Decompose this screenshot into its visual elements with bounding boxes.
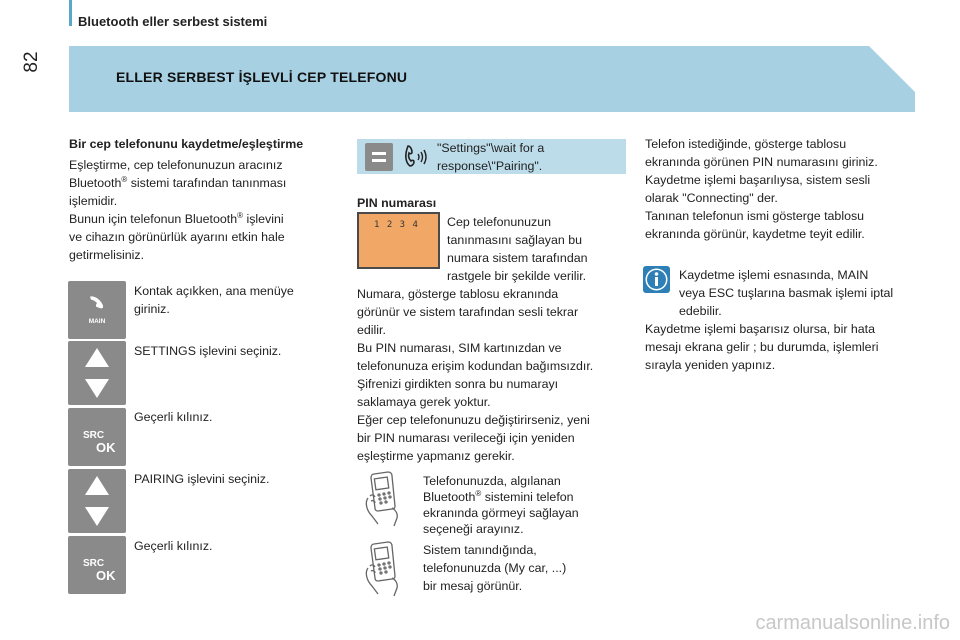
src-ok-button-icon [68,536,126,594]
phone-signal-icon [403,142,429,170]
intro-line-5: ve cihazın görünürlük ayarını etkin hale [69,230,285,244]
header-rule [69,0,72,26]
svg-text:OK: OK [96,440,116,455]
page-number: 82 [21,51,42,73]
pin-screen-text: 1 2 3 4 [374,220,419,230]
pin-line-11: saklamaya gerek yoktur. [357,395,491,409]
up-down-arrows-icon [68,469,126,533]
phone1-line-4: seçeneği arayınız. [423,522,524,536]
pin-line-9: telefonunuza erişim kodundan bağımsızdır. [357,359,594,373]
watermark-text: carmanualsonline.info [755,612,950,634]
pin-line-13: bir PIN numarası verileceği için yeniden [357,431,575,445]
banner-title: ELLER SERBEST İŞLEVLİ CEP TELEFONU [116,69,408,85]
mobile-phone-icon [360,468,406,528]
svg-text:MAIN: MAIN [88,318,106,325]
intro-line-3: işlemidir. [69,194,118,208]
intro-line-4: Bunun için telefonun Bluetooth® işlevini [69,210,284,226]
col3-line-5: Tanınan telefonun ismi gösterge tablosu [645,209,865,223]
phone1-line-3: ekranında görmeyi sağlayan [423,506,579,520]
pin-heading: PIN numarası [357,196,437,210]
col3-line-4: olarak "Connecting" der. [645,191,778,205]
up-down-arrows-icon [68,341,126,405]
phone2-line-2: telefonunuzda (My car, ...) [423,561,567,575]
info-line-1: Kaydetme işlemi esnasında, MAIN [679,268,869,282]
svg-text:SRC: SRC [83,430,105,441]
step1-line-2: giriniz. [134,302,170,316]
main-phone-button-icon [68,281,126,339]
step1-line-1: Kontak açıkken, ana menüye [134,284,294,298]
pin-line-14: eşleştirme yapmanız gerekir. [357,449,515,463]
pin-line-6: görünür ve sistem tarafından sesli tekrar [357,305,579,319]
info-icon [643,266,670,293]
pin-line-3: numara sistem tarafından [447,251,588,265]
phone2-line-1: Sistem tanındığında, [423,543,537,557]
step2-line-1: SETTINGS işlevini seçiniz. [134,344,282,358]
pin-line-12: Eğer cep telefonunuzu değiştirirseniz, yeni [357,413,590,427]
col3-after-line-2: mesajı ekrana gelir ; bu durumda, işlemleri [645,340,879,354]
svg-text:SRC: SRC [83,558,105,569]
step5-line-1: Geçerli kılınız. [134,539,213,553]
col3-line-6: ekranında görünür, kaydetme teyit edilir. [645,227,865,241]
intro-line-2: Bluetooth® sistemi tarafından tanınması [69,174,287,190]
phone2-line-3: bir mesaj görünür. [423,579,523,593]
col3-after-line-1: Kaydetme işlemi başarısız olursa, bir hata [645,322,876,336]
svg-text:OK: OK [96,568,116,583]
intro-line-6: getirmelisiniz. [69,248,145,262]
col3-after-line-3: sırayla yeniden yapınız. [645,358,776,372]
settings-line-1: "Settings"\wait for a [437,141,545,155]
step4-line-1: PAIRING işlevini seçiniz. [134,472,270,486]
pin-line-1: Cep telefonunuzun [447,215,552,229]
col3-line-3: Kaydetme işlemi başarılıysa, sistem sesli [645,173,871,187]
pin-line-8: Bu PIN numarası, SIM kartınızdan ve [357,341,562,355]
pin-line-7: edilir. [357,323,386,337]
intro-line-1: Eşleştirme, cep telefonunuzun aracınız [69,158,283,172]
mobile-phone-icon [360,538,406,598]
info-line-3: edebilir. [679,304,722,318]
step3-line-1: Geçerli kılınız. [134,410,213,424]
phone1-line-1: Telefonunuzda, algılanan [423,474,561,488]
src-ok-button-icon [68,408,126,466]
pin-line-4: rastgele bir şekilde verilir. [447,269,587,283]
col3-line-1: Telefon istediğinde, gösterge tablosu [645,137,847,151]
pin-line-10: Şifrenizi girdikten sonra bu numarayı [357,377,559,391]
info-line-2: veya ESC tuşlarına basmak işlemi iptal [679,286,894,300]
settings-line-2: response\"Pairing". [437,159,543,173]
pairing-heading: Bir cep telefonunu kaydetme/eşleştirme [69,137,304,151]
settings-key-icon [365,143,393,171]
pin-line-5: Numara, gösterge tablosu ekranında [357,287,559,301]
phone1-line-2: Bluetooth® sistemini telefon [423,488,574,504]
section-title: Bluetooth eller serbest sistemi [78,14,268,29]
pin-line-2: tanınmasını sağlayan bu [447,233,583,247]
col3-line-2: ekranında görünen PIN numarasını giriniz. [645,155,878,169]
